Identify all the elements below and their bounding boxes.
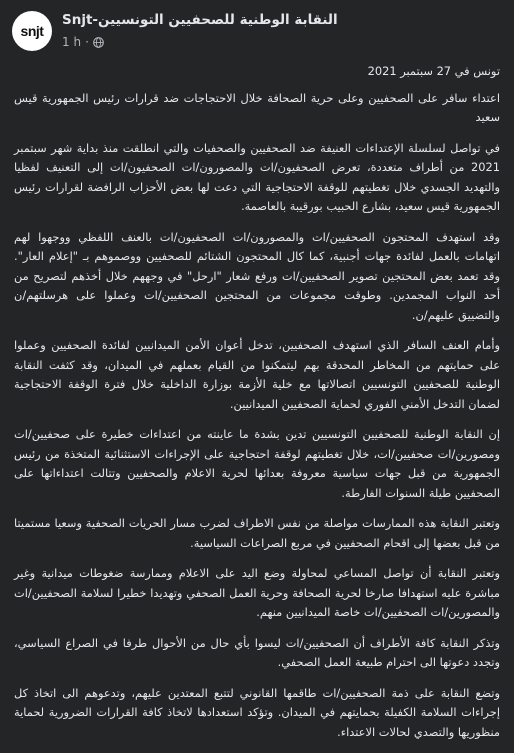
post-body [14,62,500,753]
post-paragraph: وتعتبر النقابة هذه الممارسات مواصلة من نفس الاطراف لضرب مسار الحريات الصحفية وسعيا مستميتا من قبل بعضها إلى اقحام الصحفيين في مربع الصراعات السياسية. [14,516,500,550]
post-paragraph: في تواصل لسلسلة الإعتداءات العنيفة ضد الصحفيين والصحفيات والتي انطلقت منذ بداية شهر سبتمبر 2021 من أطراف متعددة، تعرض الصحفيون/ات والمصورون/ات الصحفيون/ات إلى التعنيف لفظيا والتهديد الجسدي خلال تغطيتهم للوقفة الاحتجاجية التي دعت لها بعض الأحزاب الرافضة لقرارات رئيس الجمهورية قيس سعيد، بشارع الحبيب بورقيبة بالعاصمة. [14,140,500,213]
post-paragraph: وقد استهدف المحتجون الصحفيين/ات والمصورون/ات الصحفيون/ات بالعنف اللفظي ووجهوا لهم اتهامات بالعمل لفائدة جهات أجنبية، كما كال المحتجون الشتائم للصحفيين ووصموهم بـ "إعلام العار". وقد تعمد بعض المحتجين تصوير الصحفيين/ات ورفع شعار "ارحل" في وجههم خلال أخذهم لتصريح من أحد النواب المجمدين. وطوقت مجموعات من المحتجين الصحفيين/ات وعملوا على هرسلتهم/ن والتضييق عليهم/ن. [14,229,500,322]
avatar-logo-text: snjt [20,23,44,39]
globe-icon[interactable] [93,37,104,48]
post-paragraph: وتعتبر النقابة أن تواصل المساعي لمحاولة وضع اليد على الاعلام وممارسة ضغوطات ميدانية وغير مباشرة عليه استهدافا صارخا لحرية الصحافة وحرية العمل الصحفي وتهديدا خطيرا لسلامة الصحفيين/ات والمصورين/ات الصحفيين/ات خاصة الميدانيين منهم. [14,566,500,619]
avatar[interactable] [12,11,52,51]
page-name-link[interactable]: النقابة الوطنية للصحفيين التونسيين-Snjt [62,12,338,28]
post-meta [62,35,104,49]
post-header [0,0,514,60]
post-paragraph: وتضع النقابة على ذمة الصحفيين/ات طاقمها القانوني لتتبع المعتدين عليهم، وتدعوهم الى اتخاذ كل إجراءات السلامة الكفيلة بحمايتهم في الميدان. وتؤكد استعدادها لاتخاذ كافة القرارات الضرورية لحماية منظوريها والتصدي لحالات الاعتداء. [14,685,500,739]
post-date-line: تونس في 27 سبتمبر 2021 [367,64,500,78]
post-paragraph: وتذكر النقابة كافة الأطراف أن الصحفيين/ات ليسوا بأي حال من الأحوال طرفا في الصراع السياسي، وتجدد دعوتها الى احترام طبيعة العمل الصحفي. [14,635,500,669]
post-title: اعتداء سافر على الصحفيين وعلى حرية الصحافة خلال الاحتجاجات ضد قرارات رئيس الجمهورية قيس سعيد [14,90,500,124]
meta-separator: · [85,35,89,49]
post-paragraph: وأمام العنف السافر الذي استهدف الصحفيين، تدخل أعوان الأمن الميدانيين لفائدة الصحفيين وعملوا على حمايتهم من المخاطر المحدقة بهم ليتمكنوا من القيام بعملهم في الميدان، وقد كثفت النقابة الوطنية للصحفيين التونسيين اتصالاتها مع خلية الأزمة بوزارة الداخلية خلال فترة الوقفة الاحتجاجية لضمان التدخل الأمني الفوري لحماية الصحفيين الميدانيين. [14,338,500,411]
post-paragraph: إن النقابة الوطنية للصحفيين التونسيين تدين بشدة ما عاينته من اعتداءات خطيرة على صحفيين/ات ومصورين/ات صحفيين/ات، خلال تغطيتهم لوقفة احتجاجية على الإجراءات الاستثنائية المتخذة من رئيس الجمهورية من قبل جهات سياسية معروفة بعدائها لحرية الاعلام والصحفيين وتتالت اعتداءاتها على الصحفيين طيلة السنوات الفارطة. [14,427,500,500]
post-time[interactable]: 1 h [62,35,82,49]
